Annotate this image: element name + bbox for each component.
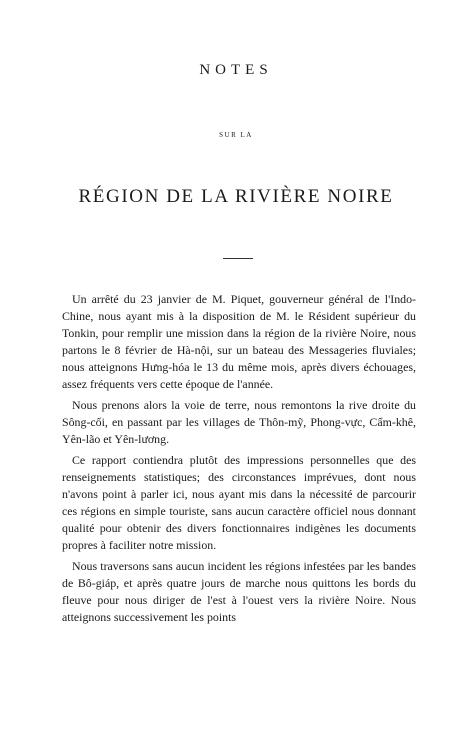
paragraph-3: Ce rapport contiendra plutôt des impressions personnelles que des renseignements statistiques; des circonstances imprévues, dont nous n'avons point à parler ici, nous ayant mis dans la nécessité de parcourir ces régions en simple touriste, sans aucun caractère officiel nous donnant qualité pour obtenir des divers fonctionnaires indigènes les documents propres à faciliter notre mission. [62,453,416,552]
body-text [62,291,416,630]
sur-la-subheading: SUR LA [219,131,253,139]
region-title: RÉGION DE LA RIVIÈRE NOIRE [78,186,394,207]
paragraph-2: Nous prenons alors la voie de terre, nous remontons la rive droite du Sông-cối, en passant par les villages de Thôn-mỹ, Phong-vực, Cẩm-khê, Yên-lão et Yên-lương. [62,398,416,446]
notes-heading: NOTES [199,62,273,78]
paragraph-1: Un arrêté du 23 janvier de M. Piquet, gouverneur général de l'Indo-Chine, nous ayant mis à la disposition de M. le Résident supérieur du Tonkin, pour remplir une mission dans la région de la rivière Noire, nous partons le 8 février de Hà-nội, sur un bateau des Messageries fluviales; nous atteignons Hưng-hóa le 13 du même mois, après divers échouages, assez fréquents vers cette époque de l'année. [62,292,416,391]
title-divider [223,258,253,259]
paragraph-4: Nous traversons sans aucun incident les régions infestées par les bandes de Bô-giáp, et après quatre jours de marche nous quittons les bords du fleuve pour nous diriger de l'est à l'ouest vers la rivière Noire. Nous atteignons successivement les points [62,559,416,624]
